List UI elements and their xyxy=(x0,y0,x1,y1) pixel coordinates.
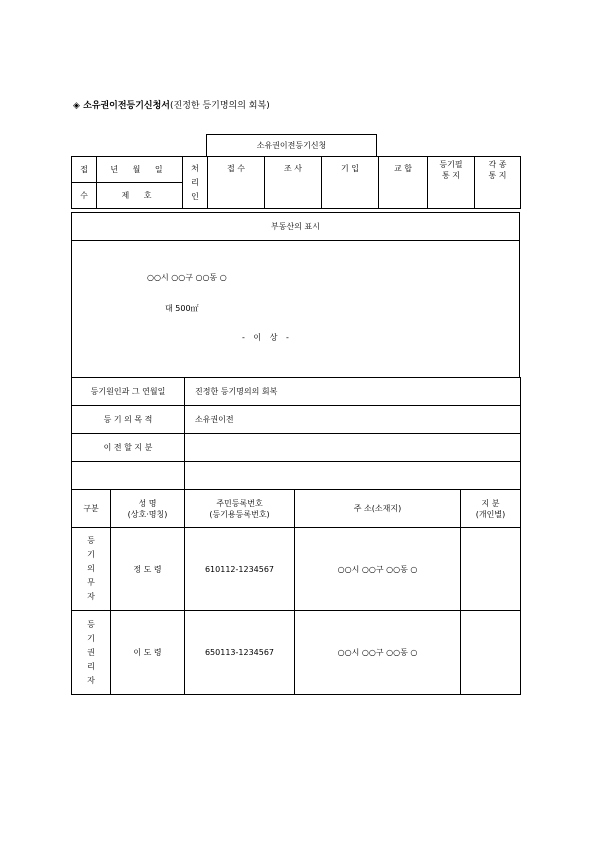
col-josa: 조 사 xyxy=(265,157,322,209)
address-header: 주 소(소재지) xyxy=(295,490,461,528)
date-label: 년 월 일 xyxy=(97,157,183,183)
obligee-role: 등 기 권 리 자 xyxy=(72,611,111,695)
blank-label xyxy=(72,462,185,490)
cause-value: 진정한 등기명의의 회복 xyxy=(185,378,521,406)
name-header: 성 명 (상호·명칭) xyxy=(111,490,185,528)
info-table xyxy=(71,377,521,490)
gubun-header: 구분 xyxy=(72,490,111,528)
share-value xyxy=(185,434,521,462)
obligee-id: 650113-1234567 xyxy=(185,611,295,695)
obligor-address: ○○시 ○○구 ○○동 ○ xyxy=(295,528,461,611)
obligee-share xyxy=(461,611,521,695)
property-body xyxy=(72,241,520,378)
col-jeopsu: 접 수 xyxy=(208,157,265,209)
obligee-name: 이 도 령 xyxy=(111,611,185,695)
col-giip: 기 입 xyxy=(322,157,379,209)
obligor-name: 정 도 령 xyxy=(111,528,185,611)
obligor-id: 610112-1234567 xyxy=(185,528,295,611)
share-header: 지 분 (개인별) xyxy=(461,490,521,528)
number-label: 제 호 xyxy=(97,183,183,209)
obligee-address: ○○시 ○○구 ○○동 ○ xyxy=(295,611,461,695)
property-table xyxy=(71,212,520,378)
property-area: 대 500㎡ xyxy=(165,304,199,313)
document-title xyxy=(73,98,270,111)
cheori-in-label: 처 리 인 xyxy=(183,157,208,209)
receipt-header: 소유권이전등기신청 xyxy=(256,141,327,150)
receipt-header-box xyxy=(206,134,377,157)
purpose-value: 소유권이전 xyxy=(185,406,521,434)
parties-table xyxy=(71,489,521,695)
property-address: ○○시 ○○구 ○○동 ○ xyxy=(147,273,227,282)
purpose-label: 등 기 의 목 적 xyxy=(72,406,185,434)
id-header: 주민등록번호 (등기용등록번호) xyxy=(185,490,295,528)
obligor-role: 등 기 의 무 자 xyxy=(72,528,111,611)
title-sub: (진정한 등기명의의 회복) xyxy=(170,101,270,111)
diamond-icon: ◈ xyxy=(73,101,80,111)
obligor-share xyxy=(461,528,521,611)
property-end: - 이 상 - xyxy=(242,333,292,342)
title-main: 소유권이전등기신청서 xyxy=(83,101,171,111)
jeop-cell: 접 xyxy=(72,157,97,183)
blank-value xyxy=(185,462,521,490)
receipt-table xyxy=(71,156,521,209)
su-cell: 수 xyxy=(72,183,97,209)
col-various-notice: 각 종 통 지 xyxy=(475,157,521,209)
property-header: 부동산의 표시 xyxy=(72,213,520,241)
col-gyohap: 교 합 xyxy=(379,157,428,209)
col-registry-notice: 등기필 통 지 xyxy=(428,157,475,209)
cause-label: 등기원인과 그 연월일 xyxy=(72,378,185,406)
share-label: 이 전 할 지 분 xyxy=(72,434,185,462)
